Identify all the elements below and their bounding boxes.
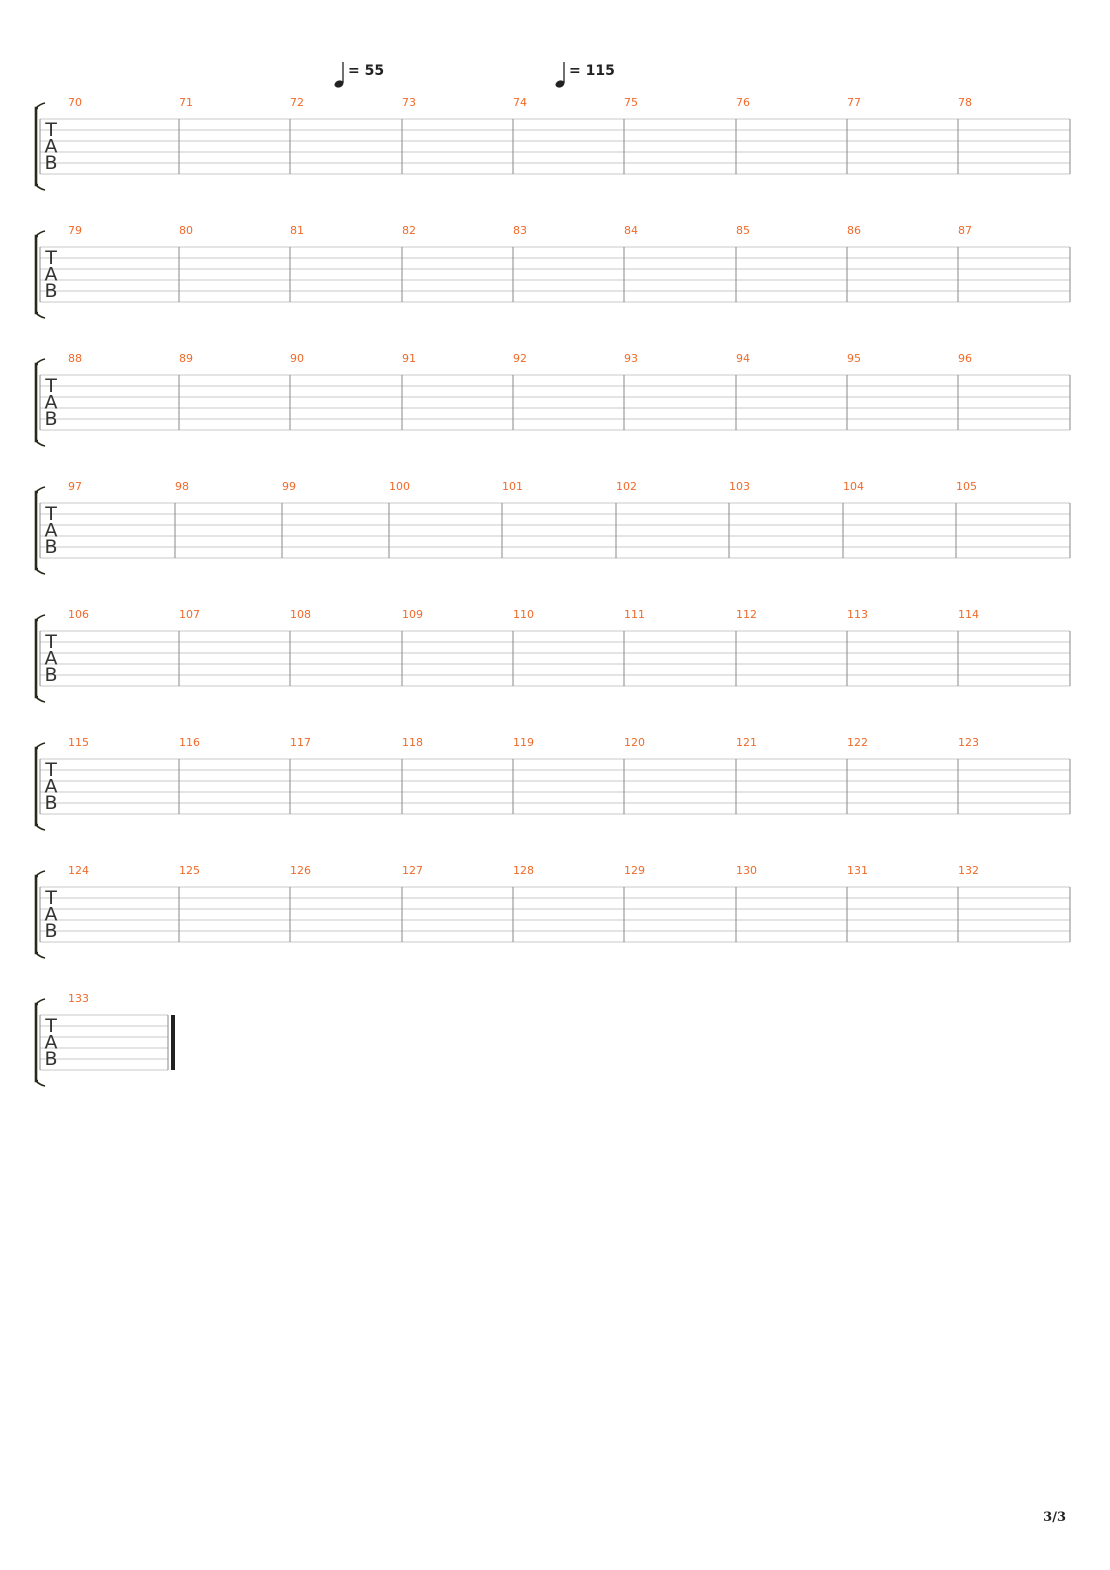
tab-clef-letter: B — [44, 152, 58, 174]
measure-number: 98 — [175, 480, 189, 493]
tab-clef-letter: B — [44, 792, 58, 814]
measure-number: 109 — [402, 608, 423, 621]
measure-number: 104 — [843, 480, 864, 493]
page-number: 3/3 — [1043, 1510, 1066, 1525]
system-bracket — [36, 1004, 38, 1081]
system-bracket — [36, 492, 38, 569]
measure-number: 86 — [847, 224, 861, 237]
measure-number: 76 — [736, 96, 750, 109]
bracket-hook-top — [36, 615, 45, 620]
tab-clef-letter: A — [44, 775, 58, 798]
tempo-marking — [555, 62, 615, 89]
measure-number: 81 — [290, 224, 304, 237]
measure-number: 114 — [958, 608, 979, 621]
measure-number: 94 — [736, 352, 750, 365]
system-bracket — [36, 748, 38, 825]
measure-number: 126 — [290, 864, 311, 877]
measure-number: 131 — [847, 864, 868, 877]
tab-system — [36, 96, 1070, 190]
measure-number: 102 — [616, 480, 637, 493]
measure-number: 105 — [956, 480, 977, 493]
bracket-hook-top — [36, 359, 45, 364]
tab-clef-letter: B — [44, 664, 58, 686]
measure-number: 133 — [68, 992, 89, 1005]
tab-clef-letter: A — [44, 1031, 58, 1054]
system-bracket — [36, 620, 38, 697]
measure-number: 70 — [68, 96, 82, 109]
measure-number: 113 — [847, 608, 868, 621]
tab-clef-letter: B — [44, 536, 58, 558]
tab-clef-letter: A — [44, 903, 58, 926]
system-bracket — [36, 108, 38, 185]
tab-system — [36, 992, 175, 1086]
measure-number: 111 — [624, 608, 645, 621]
tab-clef-letter: A — [44, 647, 58, 670]
measure-number: 78 — [958, 96, 972, 109]
bracket-hook-bottom — [36, 953, 45, 958]
tab-clef-letter: T — [45, 375, 57, 397]
measure-number: 85 — [736, 224, 750, 237]
measure-number: 110 — [513, 608, 534, 621]
system-bracket — [36, 876, 38, 953]
bracket-hook-top — [36, 871, 45, 876]
bracket-hook-bottom — [36, 697, 45, 702]
measure-number: 72 — [290, 96, 304, 109]
bracket-hook-top — [36, 231, 45, 236]
tab-system — [36, 608, 1070, 702]
measure-number: 83 — [513, 224, 527, 237]
tab-clef-letter: A — [44, 391, 58, 414]
measure-number: 103 — [729, 480, 750, 493]
measure-number: 82 — [402, 224, 416, 237]
tab-clef-letter: A — [44, 263, 58, 286]
measure-number: 92 — [513, 352, 527, 365]
measure-number: 118 — [402, 736, 423, 749]
tab-clef-letter: B — [44, 920, 58, 942]
measure-number: 71 — [179, 96, 193, 109]
measure-number: 129 — [624, 864, 645, 877]
tab-clef-letter: T — [45, 247, 57, 269]
bracket-hook-top — [36, 103, 45, 108]
bracket-hook-bottom — [36, 441, 45, 446]
bracket-hook-top — [36, 999, 45, 1004]
system-bracket — [36, 364, 38, 441]
bracket-hook-top — [36, 487, 45, 492]
measure-number: 88 — [68, 352, 82, 365]
measure-number: 116 — [179, 736, 200, 749]
measure-number: 75 — [624, 96, 638, 109]
tab-system — [36, 864, 1070, 958]
bracket-hook-bottom — [36, 1081, 45, 1086]
tempo-value: = 55 — [348, 63, 385, 79]
measure-number: 112 — [736, 608, 757, 621]
measure-number: 101 — [502, 480, 523, 493]
measure-number: 95 — [847, 352, 861, 365]
bracket-hook-top — [36, 743, 45, 748]
system-bracket — [36, 236, 38, 313]
measure-number: 74 — [513, 96, 527, 109]
tab-clef-letter: B — [44, 408, 58, 430]
measure-number: 121 — [736, 736, 757, 749]
tab-system — [36, 224, 1070, 318]
bracket-hook-bottom — [36, 313, 45, 318]
measure-number: 122 — [847, 736, 868, 749]
measure-number: 132 — [958, 864, 979, 877]
tab-system — [36, 480, 1070, 574]
measure-number: 79 — [68, 224, 82, 237]
measure-number: 89 — [179, 352, 193, 365]
measure-number: 97 — [68, 480, 82, 493]
tab-clef-letter: T — [45, 759, 57, 781]
bracket-hook-bottom — [36, 569, 45, 574]
tab-clef-letter: T — [45, 1015, 57, 1037]
measure-number: 87 — [958, 224, 972, 237]
measure-number: 127 — [402, 864, 423, 877]
tab-clef-letter: A — [44, 135, 58, 158]
measure-number: 90 — [290, 352, 304, 365]
measure-number: 117 — [290, 736, 311, 749]
measure-number: 115 — [68, 736, 89, 749]
final-bar-line — [171, 1015, 175, 1070]
tab-clef-letter: A — [44, 519, 58, 542]
measure-number: 125 — [179, 864, 200, 877]
tab-clef-letter: T — [45, 119, 57, 141]
measure-number: 100 — [389, 480, 410, 493]
measure-number: 93 — [624, 352, 638, 365]
measure-number: 108 — [290, 608, 311, 621]
measure-number: 119 — [513, 736, 534, 749]
measure-number: 106 — [68, 608, 89, 621]
measure-number: 99 — [282, 480, 296, 493]
tab-clef-letter: T — [45, 503, 57, 525]
bracket-hook-bottom — [36, 185, 45, 190]
measure-number: 73 — [402, 96, 416, 109]
measure-number: 107 — [179, 608, 200, 621]
measure-number: 80 — [179, 224, 193, 237]
tab-clef-letter: T — [45, 631, 57, 653]
tab-clef-letter: T — [45, 887, 57, 909]
tab-clef-letter: B — [44, 1048, 58, 1070]
tab-system — [36, 736, 1070, 830]
bracket-hook-bottom — [36, 825, 45, 830]
measure-number: 130 — [736, 864, 757, 877]
measure-number: 91 — [402, 352, 416, 365]
tempo-value: = 115 — [569, 63, 615, 79]
tab-system — [36, 352, 1070, 446]
measure-number: 84 — [624, 224, 638, 237]
measure-number: 77 — [847, 96, 861, 109]
tab-clef-letter: B — [44, 280, 58, 302]
tempo-marking — [334, 62, 385, 89]
measure-number: 128 — [513, 864, 534, 877]
measure-number: 96 — [958, 352, 972, 365]
measure-number: 124 — [68, 864, 89, 877]
measure-number: 120 — [624, 736, 645, 749]
measure-number: 123 — [958, 736, 979, 749]
